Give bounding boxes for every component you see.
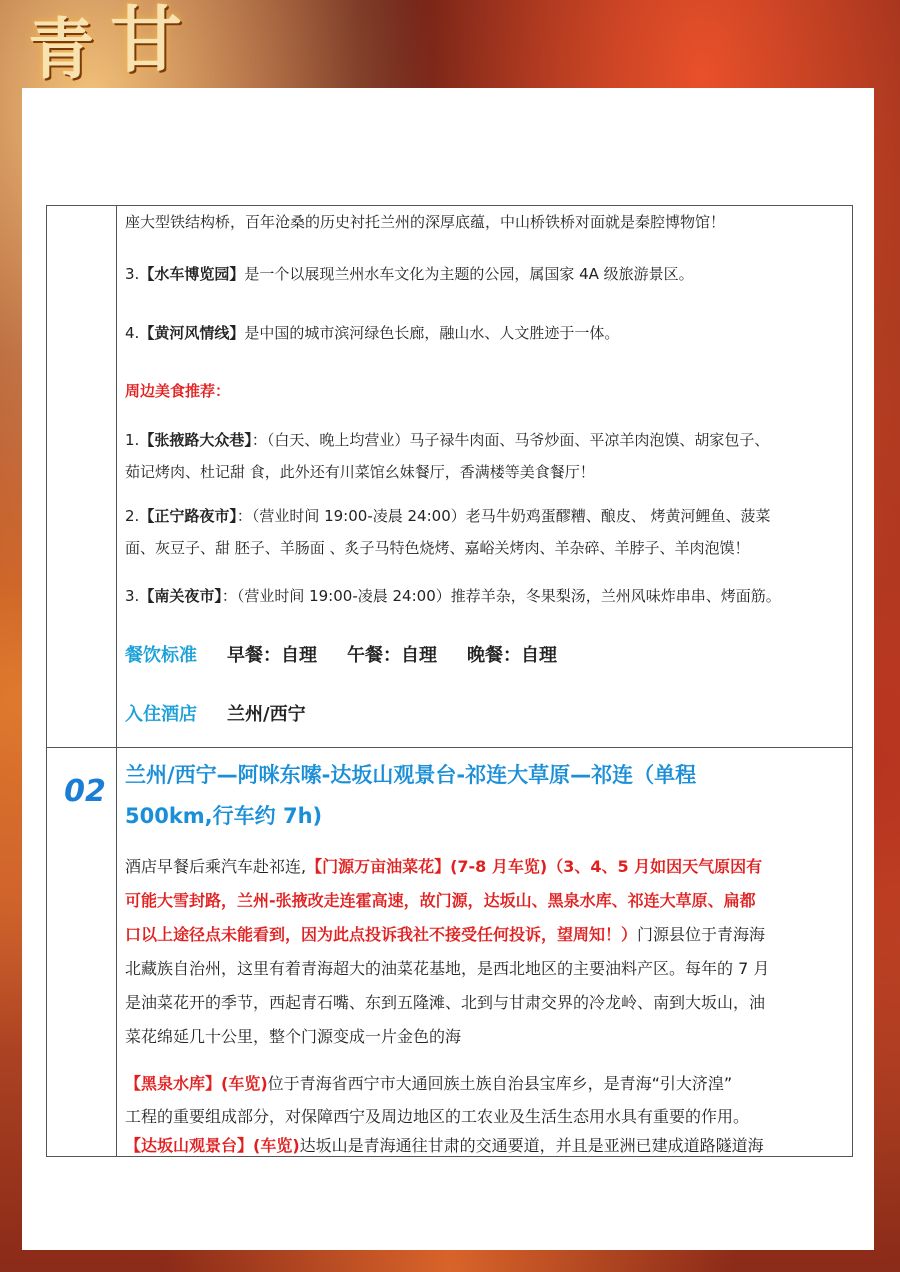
p2-line-2: 工程的重要组成部分，对保障西宁及周边地区的工农业及生活生态用水具有重要的作用。 bbox=[125, 1107, 750, 1126]
item-3-text: 是一个以展现兰州水车文化为主题的公园，属国家 4A 级旅游景区。 bbox=[244, 265, 694, 283]
p2-text-1: 位于青海省西宁市大通回族土族自治县宝库乡，是青海“引大济湟” bbox=[267, 1074, 733, 1093]
meal-lunch: 午餐：自理 bbox=[347, 645, 437, 666]
food-2-text: ：（营业时间 19:00-凌晨 24:00）老马牛奶鸡蛋醪糟、酿皮、 烤黄河鲤鱼、菠菜 bbox=[236, 507, 771, 525]
p1-line-1 bbox=[125, 850, 842, 884]
heiquan-name: 【黑泉水库】(车览) bbox=[125, 1074, 268, 1093]
logo-char-2: 甘 bbox=[110, 0, 183, 82]
day2-title-line-2: 500km,行车约 7h) bbox=[125, 804, 323, 828]
column-divider bbox=[116, 206, 117, 1156]
food-1-line-2: 茹记烤肉、杜记甜 食，此外还有川菜馆幺妹餐厅，香满楼等美食餐厅！ bbox=[125, 463, 595, 481]
item-4-num: 4. bbox=[125, 324, 140, 342]
row-divider bbox=[47, 747, 852, 748]
food-heading: 周边美食推荐： bbox=[125, 382, 231, 400]
food-2-num: 2. bbox=[125, 507, 140, 525]
p3-text-1: 达坂山是青海通往甘肃的交通要道，并且是亚洲已建成道路隧道海 bbox=[299, 1136, 764, 1155]
p1-line-3-tail: 门源县位于青海海 bbox=[637, 925, 766, 944]
item-3 bbox=[125, 258, 842, 290]
food-3-name: 【南关夜市】 bbox=[139, 587, 222, 605]
dabanshan-name: 【达坂山观景台】(车览) bbox=[125, 1136, 300, 1155]
food-1-text: ：（白天、晚上均营业）马子禄牛肉面、马爷炒面、平凉羊肉泡馍、胡家包子、 bbox=[251, 431, 770, 449]
item-4-text: 是中国的城市滨河绿色长廊，融山水、人文胜迹于一体。 bbox=[244, 324, 620, 342]
hotel-value: 兰州/西宁 bbox=[227, 704, 306, 725]
p2-line-1 bbox=[125, 1067, 842, 1101]
meal-label: 餐饮标准 bbox=[125, 645, 197, 666]
item-3-num: 3. bbox=[125, 265, 140, 283]
bridge-text: 座大型铁结构桥，百年沧桑的历史衬托兰州的深厚底蕴，中山桥铁桥对面就是秦腔博物馆！ bbox=[125, 213, 726, 231]
day2-content bbox=[125, 754, 842, 1154]
day-number: 02 bbox=[64, 774, 106, 809]
food-1-line-1 bbox=[125, 424, 842, 456]
item-4-name: 【黄河风情线】 bbox=[139, 324, 245, 342]
food-3-num: 3. bbox=[125, 587, 140, 605]
day2-title-line-1: 兰州/西宁—阿咪东嗦-达坂山观景台-祁连大草原—祁连（单程 bbox=[125, 763, 697, 787]
p1-intro: 酒店早餐后乘汽车赴祁连, bbox=[125, 857, 307, 876]
p1-warning-end: 口以上途径点未能看到，因为此点投诉我社不接受任何投诉，望周知！） bbox=[125, 925, 638, 944]
p1-line-2: 可能大雪封路，兰州-张掖改走连霍高速，故门源，达坂山、黑泉水库、祁连大草原、扁都 bbox=[125, 891, 756, 910]
p1-line-3 bbox=[125, 918, 842, 952]
item-3-name: 【水车博览园】 bbox=[139, 265, 245, 283]
p3-line-1 bbox=[125, 1134, 842, 1158]
food-2-line-1 bbox=[125, 500, 842, 532]
food-2-name: 【正宁路夜市】 bbox=[139, 507, 237, 525]
p1-line-6: 菜花绵延几十公里，整个门源变成一片金色的海 bbox=[125, 1027, 462, 1046]
meal-breakfast: 早餐：自理 bbox=[227, 645, 317, 666]
food-3-text: ：（营业时间 19:00-凌晨 24:00）推荐羊杂，冬果梨汤，兰州风味炸串串、烤面筋。 bbox=[221, 587, 781, 605]
hotel-label: 入住酒店 bbox=[125, 704, 197, 725]
itinerary-table bbox=[46, 205, 853, 1157]
food-3 bbox=[125, 580, 842, 612]
hotel-row bbox=[125, 697, 842, 733]
logo-char-1: 青 bbox=[28, 10, 94, 88]
p1-line-5: 是油菜花开的季节，西起青石嘴、东到五隆滩、北到与甘肃交界的冷龙岭、南到大坂山，油 bbox=[125, 993, 766, 1012]
item-4 bbox=[125, 317, 842, 349]
food-1-num: 1. bbox=[125, 431, 140, 449]
meal-standard bbox=[125, 638, 842, 674]
food-2-line-2: 面、灰豆子、甜 胚子、羊肠面 、炙子马特色烧烤、嘉峪关烤肉、羊杂碎、羊脖子、羊肉泡馍！ bbox=[125, 539, 750, 557]
food-1-name: 【张掖路大众巷】 bbox=[139, 431, 252, 449]
day1-content bbox=[125, 206, 842, 746]
menyuan-flowers: 【门源万亩油菜花】(7-8 月车览)（3、4、5 月如因天气原因有 bbox=[306, 857, 763, 876]
p1-line-4: 北藏族自治州，这里有着青海超大的油菜花基地，是西北地区的主要油料产区。每年的 7 月 bbox=[125, 959, 770, 978]
meal-dinner: 晚餐：自理 bbox=[467, 645, 557, 666]
